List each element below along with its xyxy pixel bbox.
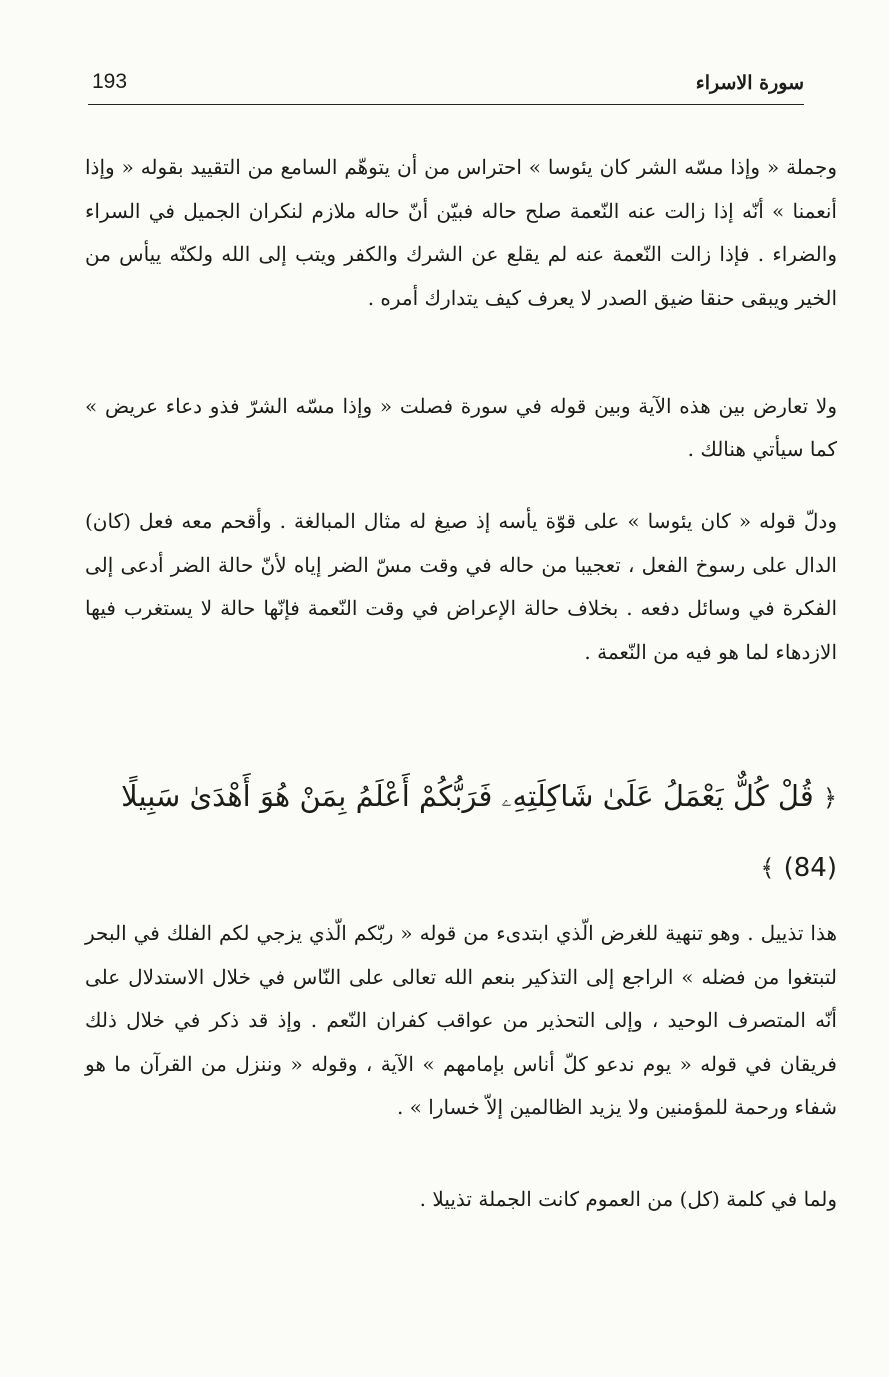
verse-text: قُلْ كُلٌّ يَعْمَلُ عَلَىٰ شَاكِلَتِهِۦ فَرَبُّكُمْ أَعْلَمُ بِمَنْ هُوَ أَهْدَىٰ سَبِيلًا [121,779,814,813]
paragraph-3: ودلّ قوله « كان يئوسا » على قوّة يأسه إذ صيغ له مثال المبالغة . وأقحم معه فعل (كان) الدال على رسوخ الفعل ، تعجيبا من حاله في وقت مسّ الضر إياه لأنّ حالة الضر أدعى إلى الفكرة في وسائل دفعه . بخلاف حالة الإعراض في وقت النّعمة فإنّها حالة لا يستغرب فيها الازدهاء لما هو فيه من النّعمة . [85,509,837,664]
page-header [88,66,804,105]
paragraph-2: ولا تعارض بين هذه الآية وبين قوله في سورة فصلت « وإذا مسّه الشرّ فذو دعاء عريض » كما سيأتي هنالك . [85,394,838,461]
paragraph-5: ولما في كلمة (كل) من العموم كانت الجملة تذييلا . [419,1187,837,1211]
running-title: سورة الاسراء [695,72,804,94]
verse-close-bracket: ﴾ [760,854,775,882]
quran-verse [85,762,837,902]
paragraph-1: وجملة « وإذا مسّه الشر كان يئوسا » احتراس من أن يتوهّم السامع من التقييد بقوله « وإذا أنعمنا » أنّه إذا زالت عنه النّعمة صلح حاله فبيّن أنّ حاله ملازم لنكران الجميل في السراء والضراء . فإذا زالت النّعمة عنه لم يقلع عن الشرك والكفر ويتب إلى الله ولكنّه ييأس من الخير ويبقى حنقا ضيق الصدر لا يعرف كيف يتدارك أمره . [85,155,837,310]
page-number: 193 [92,70,128,93]
verse-number: (84) [783,853,837,883]
paragraph-4: هذا تذييل . وهو تنهية للغرض الّذي ابتدىء من قوله « ربّكم الّذي يزجي لكم الفلك في البحر لتبتغوا من فضله » الراجع إلى التذكير بنعم الله تعالى على النّاس في خلال الاستدلال على أنّه المتصرف الوحيد ، وإلى التحذير من عواقب كفران النّعم . وإذ قد ذكر في خلال ذلك فريقان في قوله « يوم ندعو كلّ أناس بإمامهم » الآية ، وقوله « وننزل من القرآن ما هو شفاء ورحمة للمؤمنين ولا يزيد الظالمين إلاّ خسارا » . [85,921,837,1119]
verse-open-bracket: ﴿ [822,784,837,812]
